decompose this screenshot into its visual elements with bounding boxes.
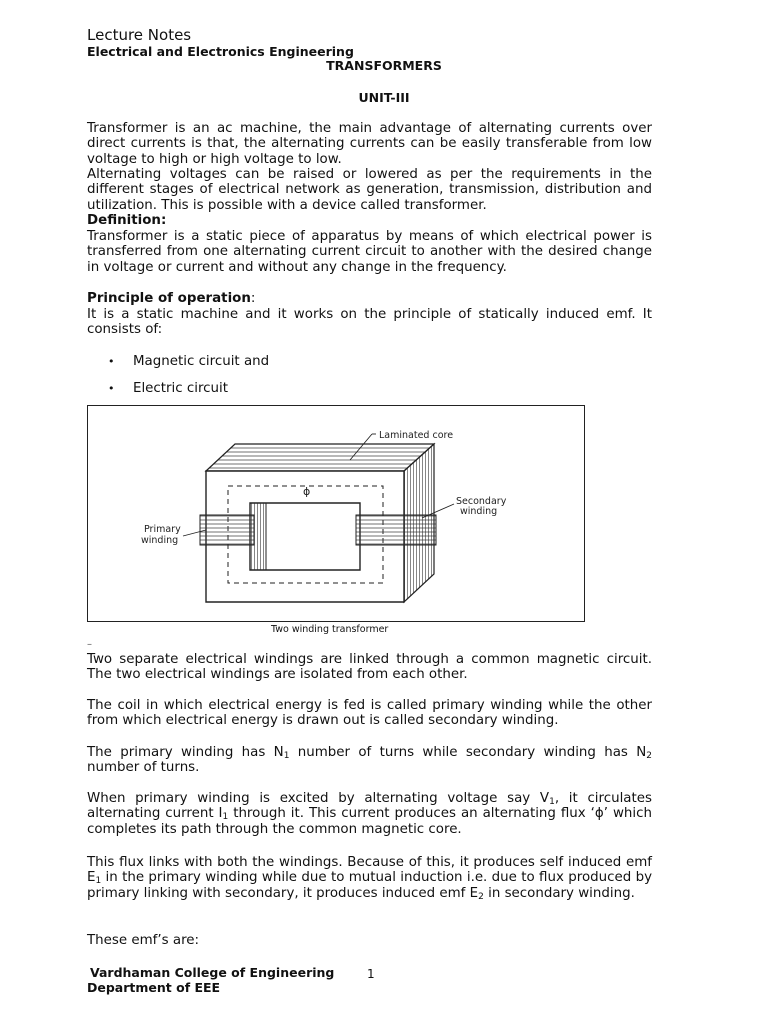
transformer-figure	[87, 405, 585, 622]
body-paragraph-1: Two separate electrical windings are linked through a common magnetic circuit. The two electrical windings are isolated from each other.	[87, 652, 652, 683]
list-item: • Magnetic circuit and	[108, 354, 270, 369]
label-primary-line1: Primary	[144, 524, 181, 535]
body-paragraph-6: These emf’s are:	[87, 933, 200, 948]
principle-text: It is a static machine and it works on the principle of statically induced emf. It consists of:	[87, 307, 652, 338]
figure-caption: Two winding transformer	[271, 624, 389, 635]
core-top-face	[206, 444, 434, 471]
principle-heading: Principle of operation:	[87, 291, 256, 306]
document-title: TRANSFORMERS	[326, 58, 442, 73]
body-paragraph-2: The coil in which electrical energy is fed is called primary winding while the other from which electrical energy is drawn out is called secondary winding.	[87, 698, 652, 729]
list-item: • Electric circuit	[108, 381, 228, 396]
page-number: 1	[367, 967, 375, 981]
intro-paragraph-2: Alternating voltages can be raised or lowered as per the requirements in the different stages of electrical network as generation, transmission, distribution and utilization. This is possible with a device called transformer.	[87, 167, 652, 213]
footer-department: Department of EEE	[87, 980, 221, 995]
stray-dash: –	[87, 639, 92, 650]
footer-college: Vardhaman College of Engineering	[90, 965, 335, 980]
secondary-winding-coil	[356, 515, 436, 545]
header-department-name: Electrical and Electronics Engineering	[87, 44, 354, 59]
label-primary-line2: winding	[141, 535, 179, 546]
body-paragraph-4: When primary winding is excited by alternating voltage say $V_1$, it circulates alternating current $I_1$ through it. This current produces an alternating flux ‘ϕ’ which completes its path through the common magnetic core.	[87, 791, 652, 837]
transformer-diagram	[88, 406, 586, 623]
label-laminated-core: Laminated core	[379, 430, 454, 441]
label-flux: ϕ	[303, 485, 311, 498]
label-secondary-line1: Secondary	[456, 496, 507, 507]
primary-winding-coil	[200, 515, 254, 545]
body-paragraph-5: This flux links with both the windings. Because of this, it produces self induced emf $E_1$ in the primary winding while due to mutual induction i.e. due to flux produced by primary linking with secondary, it produces induced emf $E_2$ in secondary winding.	[87, 855, 652, 902]
unit-title: UNIT-III	[358, 90, 410, 105]
bullet-icon: •	[108, 382, 115, 395]
header-lecture-notes: Lecture Notes	[87, 26, 192, 44]
body-paragraph-3: The primary winding has $N_1$ number of turns while secondary winding has $N_2$ number of turns.	[87, 745, 652, 776]
intro-paragraph-1: Transformer is an ac machine, the main advantage of alternating currents over direct currents is that, the alternating currents can be easily transferable from low voltage to high or high voltage to low.	[87, 121, 652, 167]
label-secondary-line2: winding	[460, 506, 498, 517]
bullet-icon: •	[108, 355, 115, 368]
definition-text: Transformer is a static piece of apparatus by means of which electrical power is transferred from one alternating current circuit to another with the desired change in voltage or current and without any change in the frequency.	[87, 229, 652, 275]
definition-heading: Definition:	[87, 213, 167, 228]
